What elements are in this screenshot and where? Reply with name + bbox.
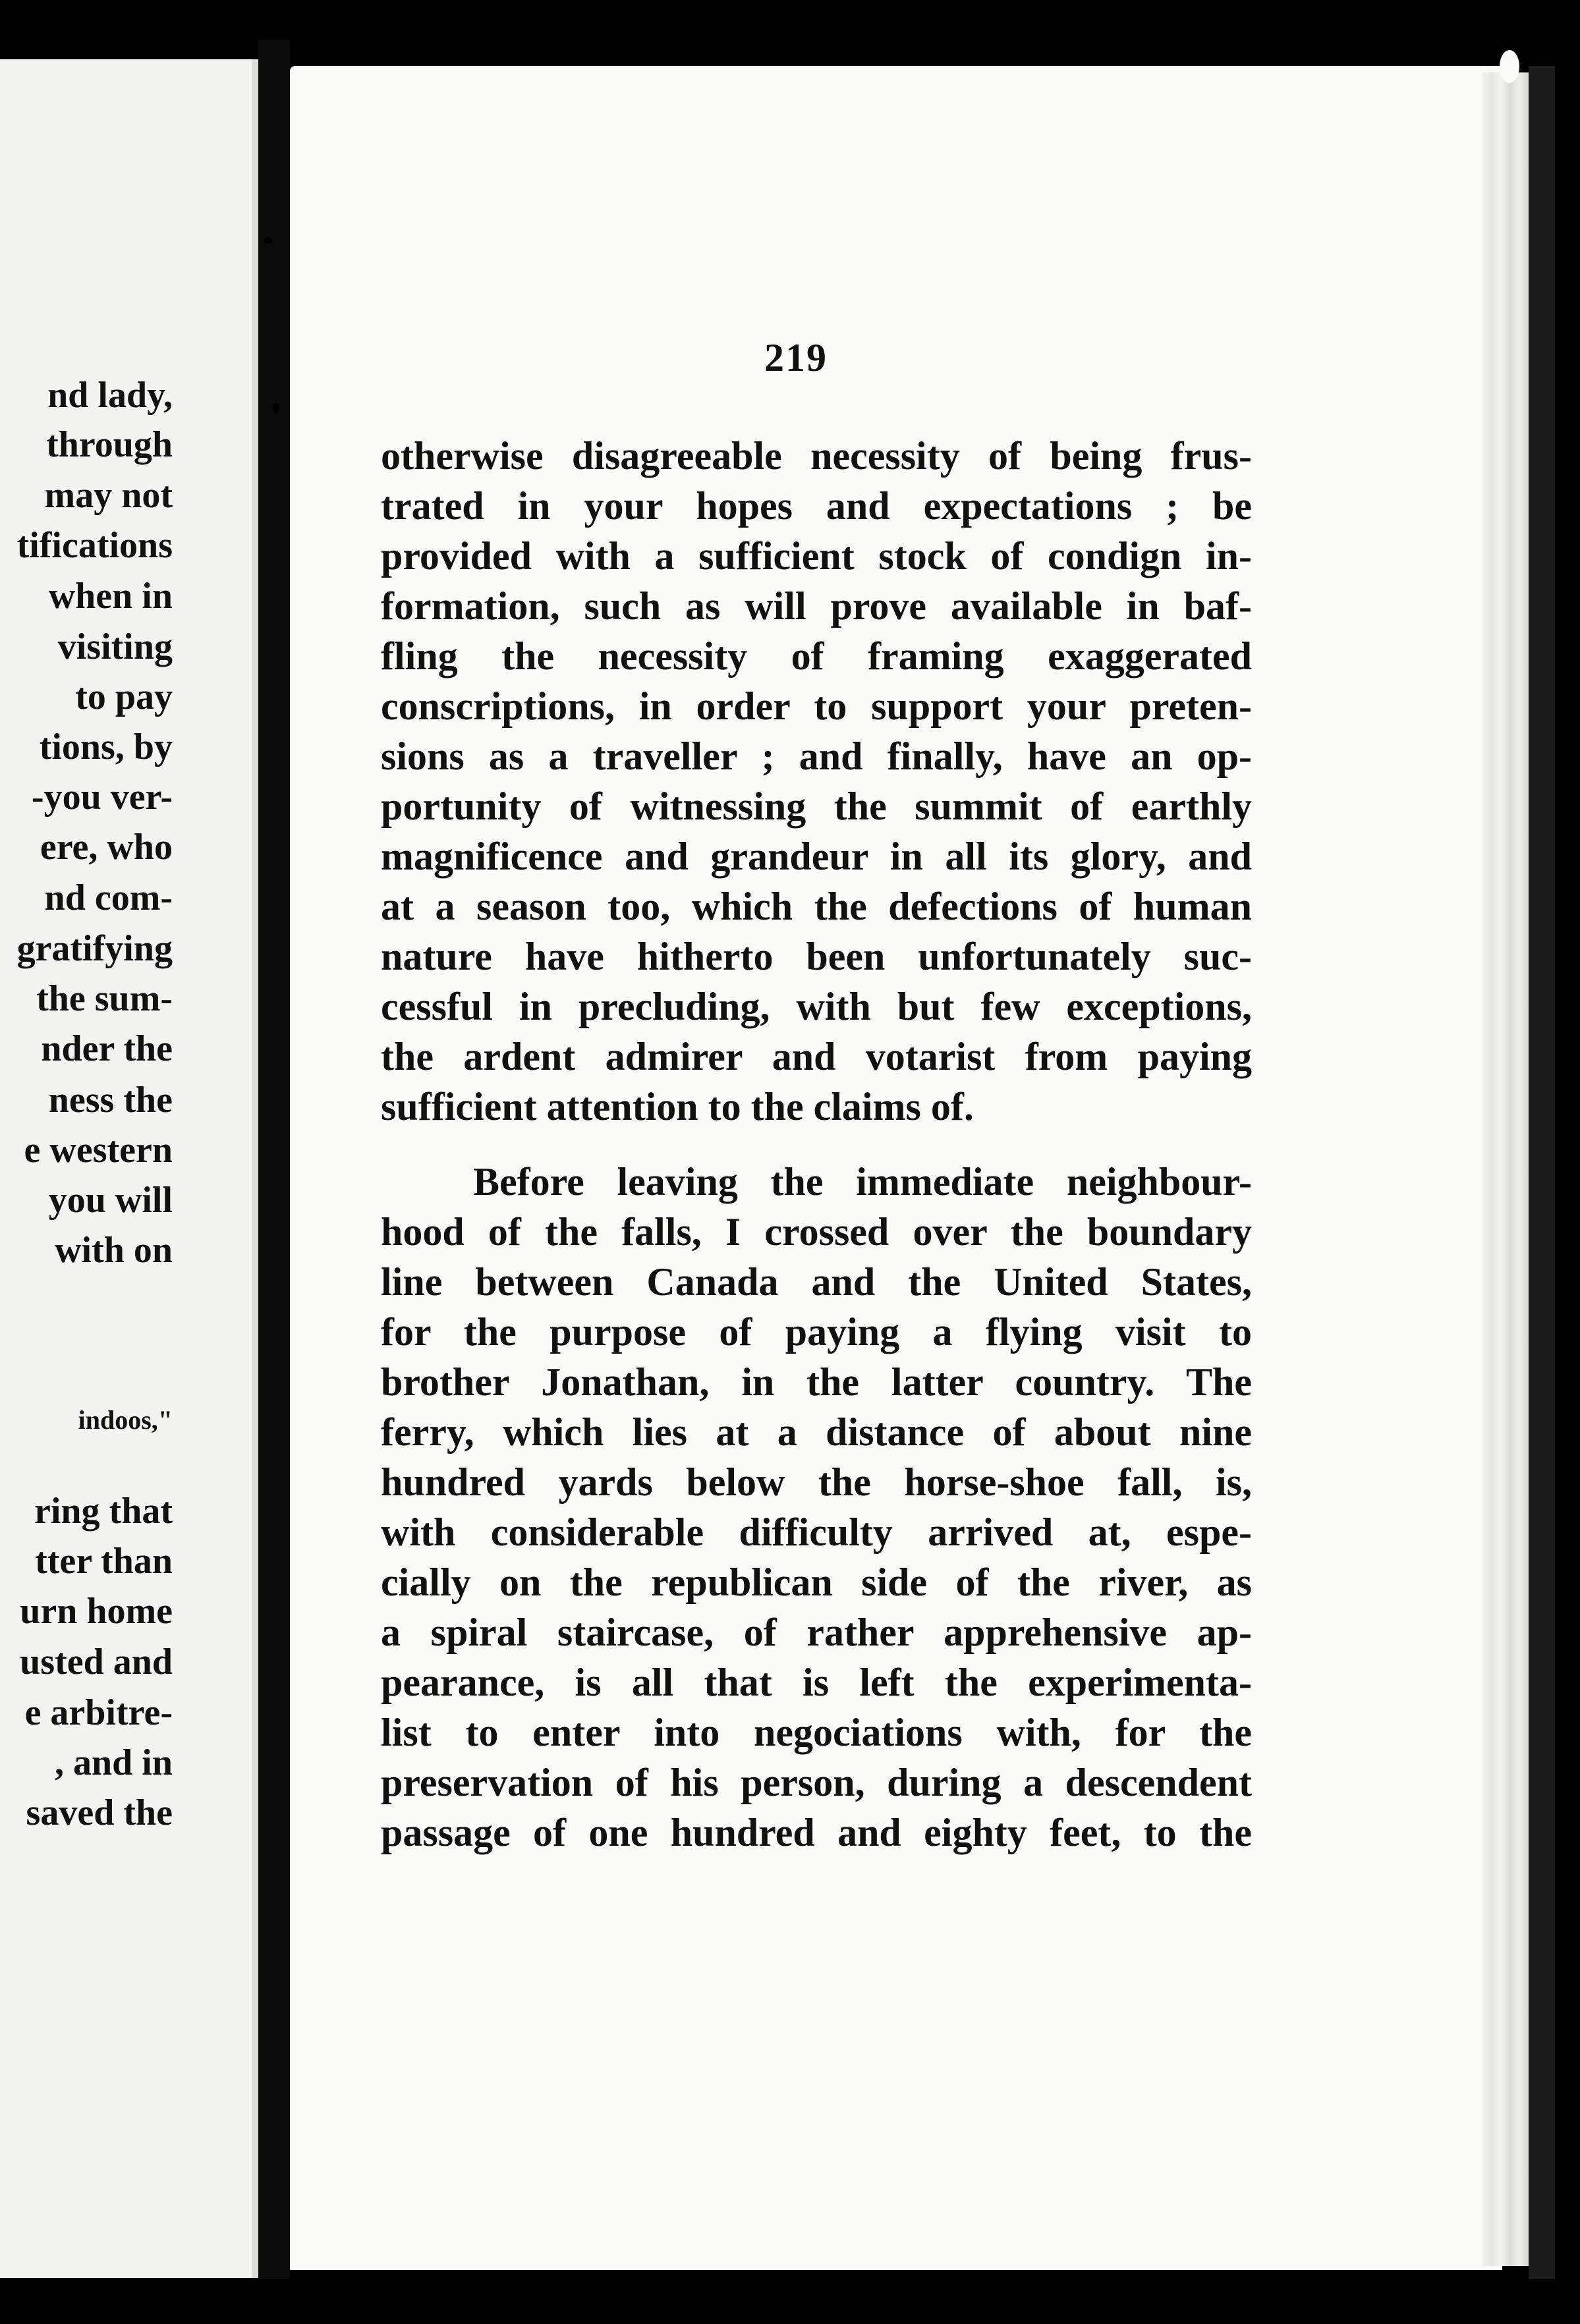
page-edge: [252, 59, 258, 2278]
fragment-line: -you ver-: [31, 777, 173, 817]
scan-speck: [1500, 50, 1519, 83]
fragment-line: indoos,": [78, 1405, 173, 1435]
stacked-page-edges: [1482, 72, 1529, 2266]
text-line: ferry, which lies at a distance of about nine: [381, 1410, 1252, 1454]
text-line: trated in your hopes and expectations ; be: [381, 484, 1252, 528]
fragment-line: ring that: [34, 1491, 173, 1532]
fragment-line: tifications: [16, 525, 173, 566]
text-line: sions as a traveller ; and finally, have an op-: [381, 734, 1252, 778]
text-line: line between Canada and the United States,: [381, 1260, 1252, 1304]
fragment-line: , and in: [55, 1742, 173, 1783]
text-line: conscriptions, in order to support your preten-: [381, 684, 1252, 728]
previous-page-fragment: [0, 59, 258, 2278]
text-line: list to enter into negociations with, for the: [381, 1711, 1252, 1754]
text-line: hood of the falls, I crossed over the boundary: [381, 1210, 1252, 1254]
text-line: passage of one hundred and eighty feet, to the: [381, 1811, 1252, 1854]
fragment-line: when in: [48, 576, 173, 617]
text-line: hundred yards below the horse-shoe fall, is,: [381, 1460, 1252, 1504]
fragment-line: ness the: [48, 1080, 173, 1120]
page-number: 219: [764, 336, 828, 379]
text-line: the ardent admirer and votarist from paying: [381, 1035, 1252, 1078]
fragment-line: with on: [55, 1230, 173, 1271]
scan-speck: [1566, 771, 1572, 777]
fragment-line: nd com-: [44, 877, 173, 918]
fragment-line: e western: [24, 1130, 173, 1171]
book-gutter: [258, 40, 290, 2279]
scan-speck: [217, 26, 224, 49]
text-line: portunity of witnessing the summit of earthly: [381, 785, 1252, 828]
text-line: sufficient attention to the claims of.: [381, 1085, 974, 1128]
text-line: a spiral staircase, of rather apprehensive ap-: [381, 1611, 1252, 1654]
text-line: otherwise disagreeable necessity of being frus-: [381, 434, 1252, 478]
fragment-line: ere, who: [40, 827, 173, 868]
scan-speck: [273, 403, 279, 412]
fragment-line: the sum-: [36, 978, 173, 1019]
fragment-line: tter than: [35, 1541, 173, 1582]
text-line: Before leaving the immediate neighbour-: [473, 1160, 1252, 1204]
fragment-line: to pay: [75, 677, 173, 717]
fragment-line: nder the: [41, 1028, 173, 1069]
text-line: magnificence and grandeur in all its glory, and: [381, 835, 1252, 878]
fragment-line: urn home: [20, 1591, 173, 1632]
text-line: provided with a sufficient stock of condign in-: [381, 534, 1252, 578]
text-line: cessful in precluding, with but few exceptions,: [381, 985, 1252, 1028]
text-line: nature have hitherto been unfortunately suc-: [381, 935, 1252, 978]
fragment-line: may not: [44, 475, 173, 516]
text-line: at a season too, which the defections of human: [381, 885, 1252, 928]
text-line: brother Jonathan, in the latter country. The: [381, 1360, 1252, 1404]
text-line: with considerable difficulty arrived at, espe-: [381, 1510, 1252, 1554]
fragment-line: nd lady,: [47, 375, 173, 416]
fragment-line: visiting: [57, 626, 173, 667]
fragment-line: e arbitre-: [24, 1692, 173, 1733]
text-line: formation, such as will prove available in baf-: [381, 584, 1252, 628]
text-line: pearance, is all that is left the experimenta-: [381, 1661, 1252, 1704]
fragment-line: tions, by: [39, 727, 173, 767]
fragment-line: through: [46, 424, 173, 465]
text-line: for the purpose of paying a flying visit to: [381, 1310, 1252, 1354]
fragment-line: gratifying: [16, 928, 173, 969]
scan-speck: [264, 237, 273, 244]
text-line: fling the necessity of framing exaggerated: [381, 634, 1252, 678]
page-edge-shadow: [1529, 66, 1555, 2279]
text-line: cially on the republican side of the river, as: [381, 1561, 1252, 1604]
fragment-line: usted and: [20, 1642, 173, 1682]
fragment-line: saved the: [26, 1792, 173, 1833]
text-line: preservation of his person, during a descendent: [381, 1761, 1252, 1804]
fragment-line: you will: [48, 1180, 173, 1221]
